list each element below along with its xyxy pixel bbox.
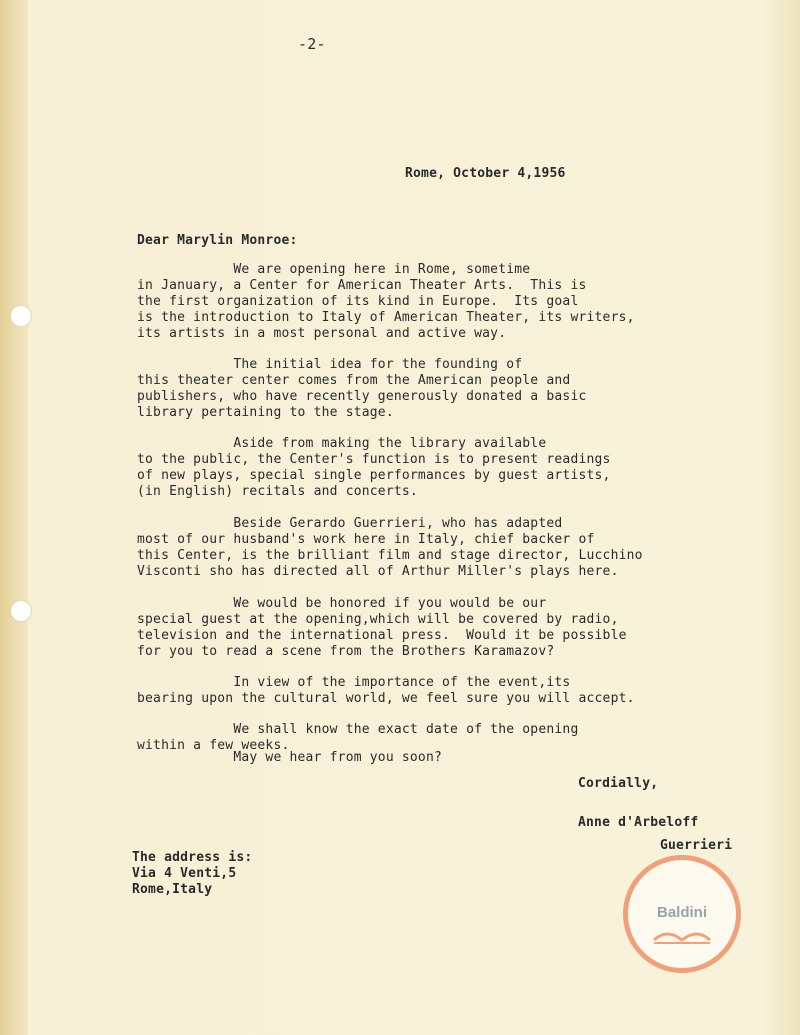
address-block: The address is: Via 4 Venti,5 Rome,Italy xyxy=(132,850,253,897)
paragraph-7: We shall know the exact date of the opening within a few weeks. xyxy=(137,722,579,753)
closing: Cordially, xyxy=(578,776,659,791)
book-icon xyxy=(652,924,712,944)
paragraph-3: Aside from making the library available to the public, the Center's function is to present readings of new plays, special single performances by guest artists, (in English) recitals and concerts. xyxy=(137,436,611,499)
paragraph-4: Beside Gerardo Guerrieri, who has adapted most of our husband's work here in Italy, chief backer of this Center, is the brilliant film and stage director, Lucchino Visconti sho has directed all of Arthur Miller's plays here. xyxy=(137,516,643,579)
page-number: -2- xyxy=(298,35,326,53)
paragraph-8: May we hear from you soon? xyxy=(137,750,443,765)
paragraph-1: We are opening here in Rome, sometime in January, a Center for American Theater Arts. This is the first organization of its kind in Europe. Its goal is the introduction to Italy of American Theater, its writers, its artists in a most personal and active way. xyxy=(137,262,635,341)
salutation: Dear Marylin Monroe: xyxy=(137,233,298,248)
punch-hole-top xyxy=(10,305,32,327)
paragraph-5: We would be honored if you would be our special guest at the opening,which will be covered by radio, television and the international press. Would it be possible for you to read a scene from the Brothers Karamazov? xyxy=(137,596,627,659)
signer-surname: Guerrieri xyxy=(660,838,733,853)
punch-hole-bottom xyxy=(10,600,32,622)
signer-name: Anne d'Arbeloff xyxy=(578,815,699,830)
paragraph-2: The initial idea for the founding of this theater center comes from the American people and publishers, who have recently generously donated a basic library pertaining to the stage. xyxy=(137,357,587,420)
archive-stamp xyxy=(623,855,741,973)
page-left-edge xyxy=(0,0,28,1035)
letter-date: Rome, October 4,1956 xyxy=(405,166,566,181)
paragraph-6: In view of the importance of the event,its bearing upon the cultural world, we feel sure you will accept. xyxy=(137,675,635,706)
stamp-logo-text: Baldini xyxy=(656,904,707,921)
